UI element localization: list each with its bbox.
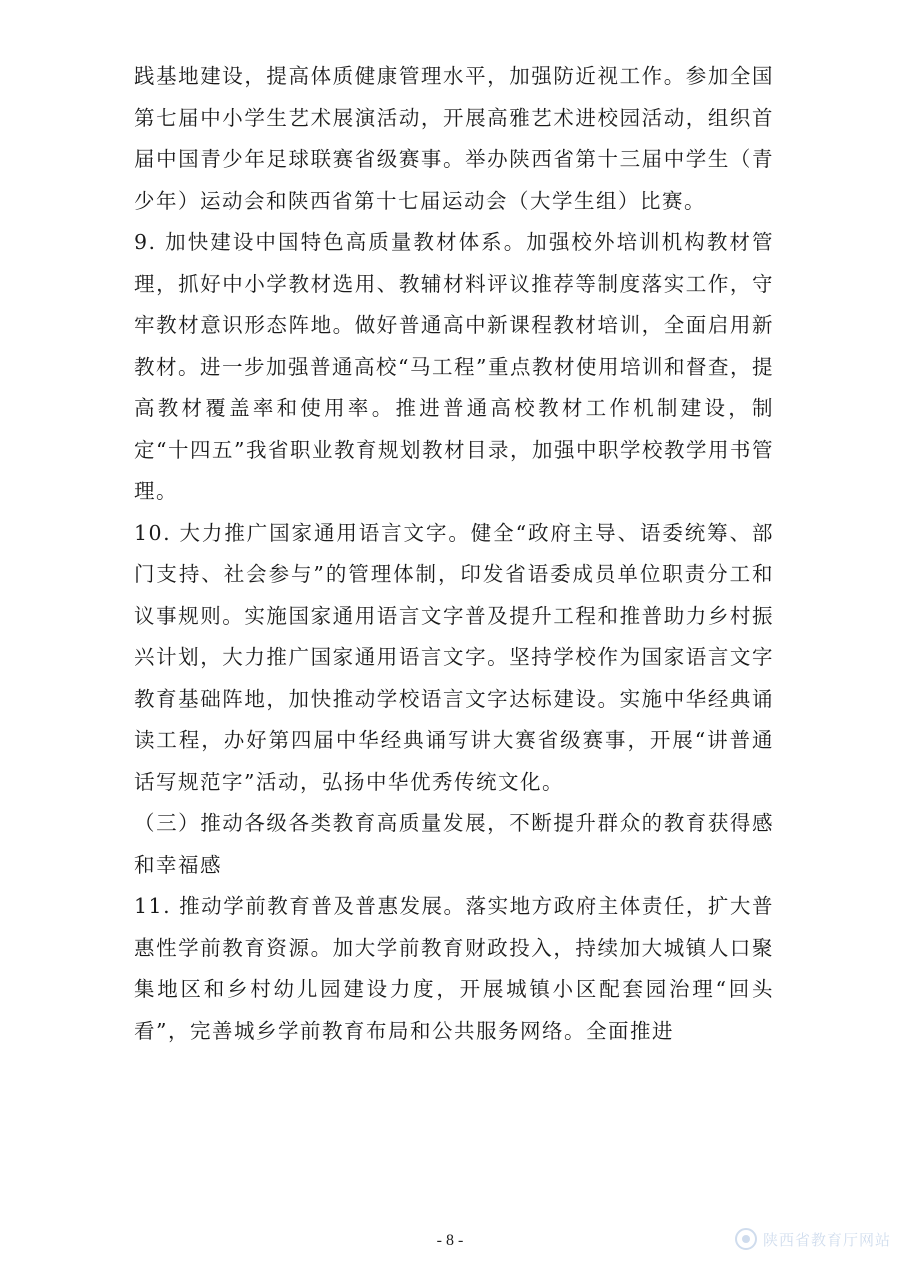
document-body	[134, 56, 774, 1052]
section-heading-3: （三）推动各级各类教育高质量发展，不断提升群众的教育获得感和幸福感	[134, 811, 774, 877]
paragraph-item-11: 11. 推动学前教育普及普惠发展。落实地方政府主体责任，扩大普惠性学前教育资源。加大学前教育财政投入，持续加大城镇人口聚集地区和乡村幼儿园建设力度，开展城镇小区配套园治理“回头看”，完善城乡学前教育布局和公共服务网络。全面推进	[134, 894, 774, 1043]
site-watermark	[735, 1228, 891, 1250]
watermark-text: 陕西省教育厅网站	[763, 1230, 892, 1249]
paragraph-continuation: 践基地建设，提高体质健康管理水平，加强防近视工作。参加全国第七届中小学生艺术展演活动，开展高雅艺术进校园活动，组织首届中国青少年足球联赛省级赛事。举办陕西省第十三届中学生（青少年）运动会和陕西省第十七届运动会（大学生组）比赛。	[134, 64, 774, 213]
website-logo-icon	[735, 1228, 757, 1250]
paragraph-item-9: 9. 加快建设中国特色高质量教材体系。加强校外培训机构教材管理，抓好中小学教材选用、教辅材料评议推荐等制度落实工作，守牢教材意识形态阵地。做好普通高中新课程教材培训，全面启用新教材。进一步加强普通高校“马工程”重点教材使用培训和督查，提高教材覆盖率和使用率。推进普通高校教材工作机制建设，制定“十四五”我省职业教育规划教材目录，加强中职学校教学用书管理。	[134, 230, 774, 503]
page-number: - 8 -	[436, 1232, 464, 1249]
paragraph-item-10: 10. 大力推广国家通用语言文字。健全“政府主导、语委统筹、部门支持、社会参与”的管理体制，印发省语委成员单位职责分工和议事规则。实施国家通用语言文字普及提升工程和推普助力乡村振兴计划，大力推广国家通用语言文字。坚持学校作为国家语言文字教育基础阵地，加快推动学校语言文字达标建设。实施中华经典诵读工程，办好第四届中华经典诵写讲大赛省级赛事，开展“讲普通话写规范字”活动，弘扬中华优秀传统文化。	[134, 520, 774, 794]
